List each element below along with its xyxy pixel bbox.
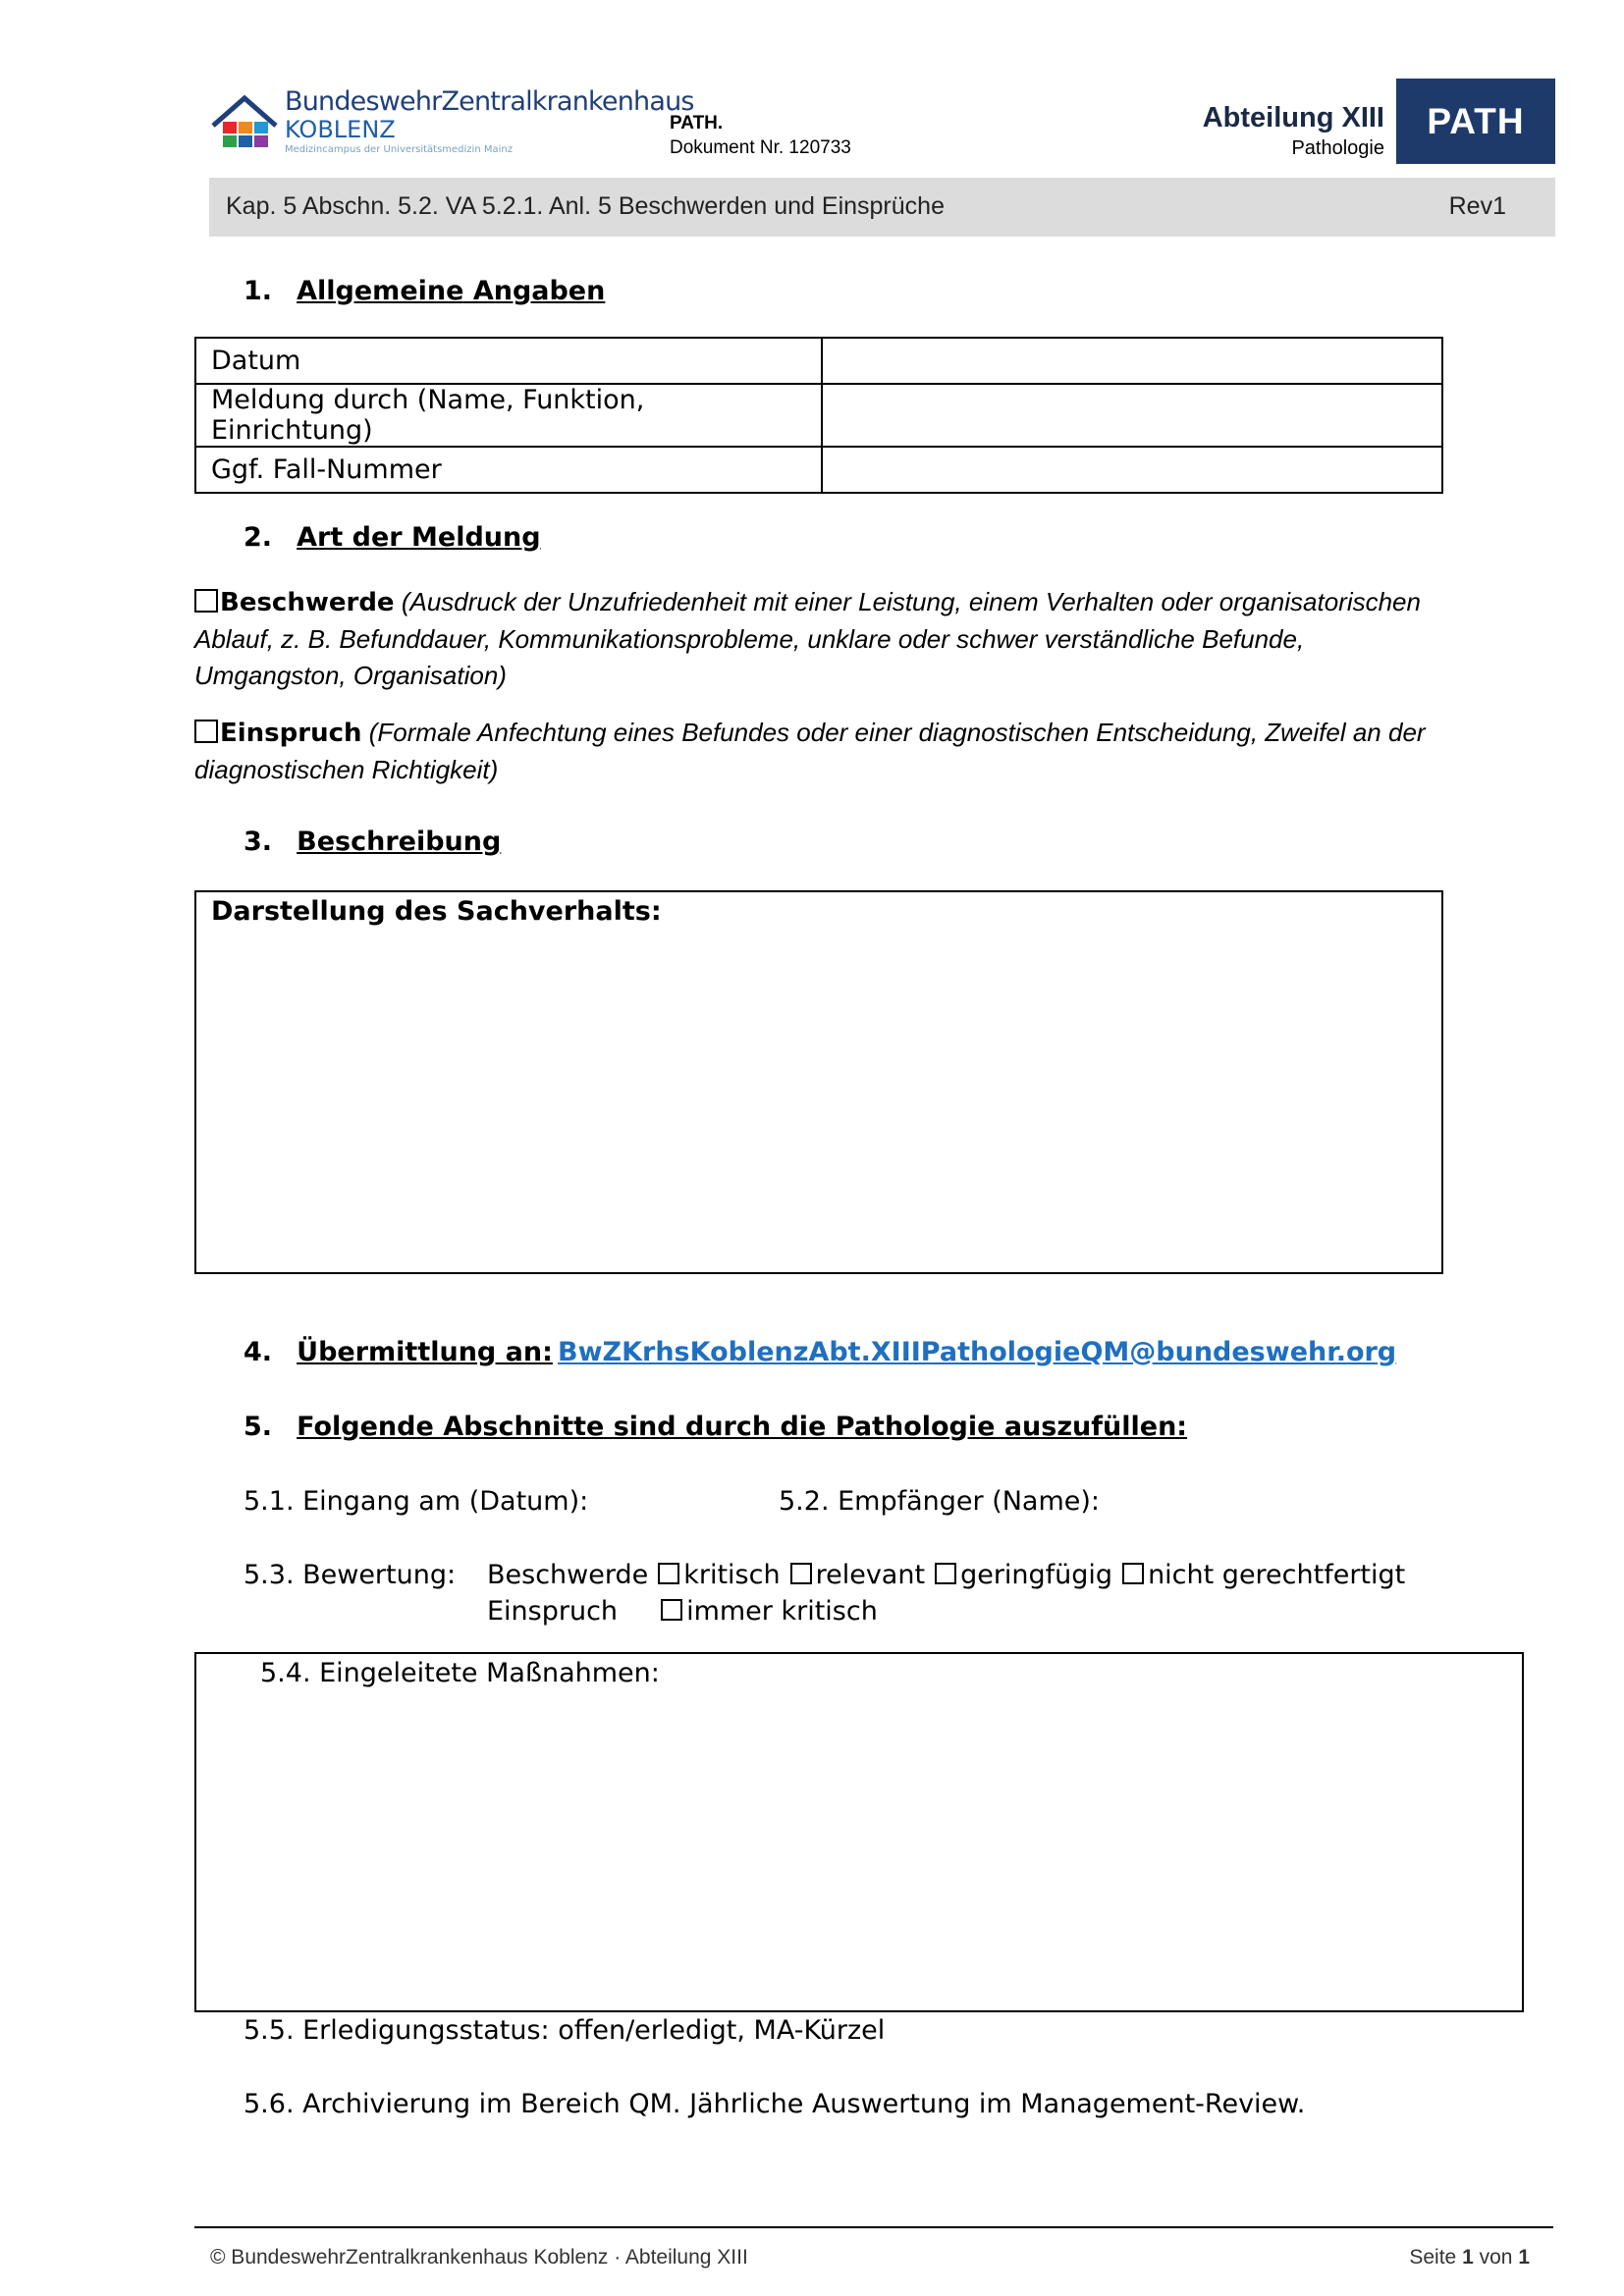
- date-value-field[interactable]: [822, 338, 1442, 384]
- assessment-type-label: Beschwerde: [487, 1560, 649, 1590]
- chapter-title: Kap. 5 Abschn. 5.2. VA 5.2.1. Anl. 5 Beschwerden und Einsprüche: [226, 192, 945, 220]
- measures-box-label: 5.4. Eingeleitete Maßnahmen:: [260, 1658, 660, 1688]
- row-label: Meldung durch (Name, Funktion, Einrichtung): [195, 384, 822, 447]
- measures-box[interactable]: [194, 1652, 1524, 2012]
- section-title: Beschreibung: [297, 827, 502, 857]
- section-number: 1.: [244, 276, 273, 306]
- einspruch-label: Einspruch: [220, 719, 362, 748]
- einspruch-description: (Formale Anfechtung eines Befundes oder einer diagnostischen Entscheidung, Zweifel an der diagnostischen Richtigkeit): [194, 718, 1426, 784]
- section-title: Allgemeine Angaben: [297, 276, 606, 306]
- hospital-house-logo-icon: [210, 94, 279, 159]
- footer-copyright: © BundeswehrZentralkrankenhaus Koblenz · Abteilung XIII: [210, 2246, 748, 2269]
- qm-email-link[interactable]: BwZKrhsKoblenzAbt.XIIIPathologieQM@bundeswehr.org: [557, 1337, 1397, 1367]
- page-mid: von: [1479, 2246, 1513, 2269]
- completion-status-label: 5.5. Erledigungsstatus: offen/erledigt, MA-Kürzel: [244, 2015, 886, 2046]
- logo-tagline: Medizincampus der Universitätsmedizin Mainz: [285, 144, 513, 155]
- recipient-label: 5.2. Empfänger (Name):: [779, 1486, 1101, 1517]
- general-info-table: [194, 337, 1443, 494]
- section-title: Folgende Abschnitte sind durch die Pathologie auszufüllen:: [297, 1412, 1188, 1442]
- beschwerde-option: [194, 584, 1441, 694]
- row-label: Datum: [195, 338, 822, 384]
- section-1-heading: [244, 276, 605, 306]
- checkbox-icon[interactable]: [661, 1599, 682, 1621]
- row-label: Ggf. Fall-Nummer: [195, 447, 822, 493]
- footer-page-indicator: [1409, 2246, 1530, 2269]
- case-number-value-field[interactable]: [822, 447, 1442, 493]
- section-number: 2.: [244, 522, 273, 553]
- table-row: [195, 447, 1442, 493]
- path-badge: PATH: [1396, 79, 1555, 164]
- section-title: Art der Meldung: [297, 522, 541, 553]
- option-label: relevant: [815, 1560, 926, 1590]
- page-prefix: Seite: [1409, 2246, 1457, 2269]
- section-number: 3.: [244, 827, 273, 857]
- section-3-heading: [244, 827, 501, 857]
- checkbox-icon[interactable]: [658, 1563, 679, 1584]
- department-name: Abteilung XIII: [1202, 102, 1384, 133]
- checkbox-icon[interactable]: [790, 1563, 812, 1584]
- beschwerde-label: Beschwerde: [220, 588, 395, 617]
- section-5-heading: [244, 1412, 1187, 1442]
- assessment-type-label: Einspruch: [487, 1596, 619, 1627]
- beschwerde-description: (Ausdruck der Unzufriedenheit mit einer Leistung, einem Verhalten oder organisatorischen Ablauf, z. B. Befunddauer, Kommunikationsprobleme, unklare oder schwer verständliche Befunde, Umgangston, Organisation): [194, 587, 1421, 690]
- einspruch-option: [194, 715, 1441, 788]
- revision-label: Rev1: [1448, 192, 1506, 220]
- reporter-value-field[interactable]: [822, 384, 1442, 447]
- department-subtitle: Pathologie: [1291, 137, 1384, 159]
- checkbox-icon[interactable]: [935, 1563, 956, 1584]
- section-title: Übermittlung an:: [297, 1337, 553, 1367]
- table-row: [195, 338, 1442, 384]
- einspruch-checkbox[interactable]: [194, 720, 218, 743]
- option-label: kritisch: [683, 1560, 781, 1590]
- logo-name: BundeswehrZentralkrankenhaus: [285, 86, 694, 117]
- page-count: 1: [1518, 2246, 1530, 2269]
- description-box[interactable]: [194, 890, 1443, 1274]
- checkbox-icon[interactable]: [1122, 1563, 1144, 1584]
- description-box-label: Darstellung des Sachverhalts:: [211, 896, 662, 927]
- logo-city: KOBLENZ: [285, 116, 396, 143]
- assessment-label: 5.3. Bewertung:: [244, 1560, 457, 1590]
- section-2-heading: [244, 522, 541, 553]
- option-label: nicht gerechtfertigt: [1148, 1560, 1406, 1590]
- table-row: [195, 384, 1442, 447]
- section-number: 4.: [244, 1337, 273, 1367]
- doc-number: Dokument Nr. 120733: [670, 137, 851, 158]
- receipt-date-label: 5.1. Eingang am (Datum):: [244, 1486, 589, 1517]
- doc-short-id: PATH.: [670, 113, 724, 133]
- page-number: 1: [1462, 2246, 1474, 2269]
- option-label: geringfügig: [960, 1560, 1113, 1590]
- beschwerde-checkbox[interactable]: [194, 589, 218, 613]
- footer-divider: [194, 2226, 1553, 2228]
- section-4-heading: [244, 1337, 1396, 1367]
- assessment-row-beschwerde: [487, 1560, 1405, 1590]
- assessment-row-einspruch: [487, 1596, 878, 1627]
- section-number: 5.: [244, 1412, 273, 1442]
- archiving-note: 5.6. Archivierung im Bereich QM. Jährliche Auswertung im Management-Review.: [244, 2089, 1306, 2119]
- option-label: immer kritisch: [686, 1596, 878, 1627]
